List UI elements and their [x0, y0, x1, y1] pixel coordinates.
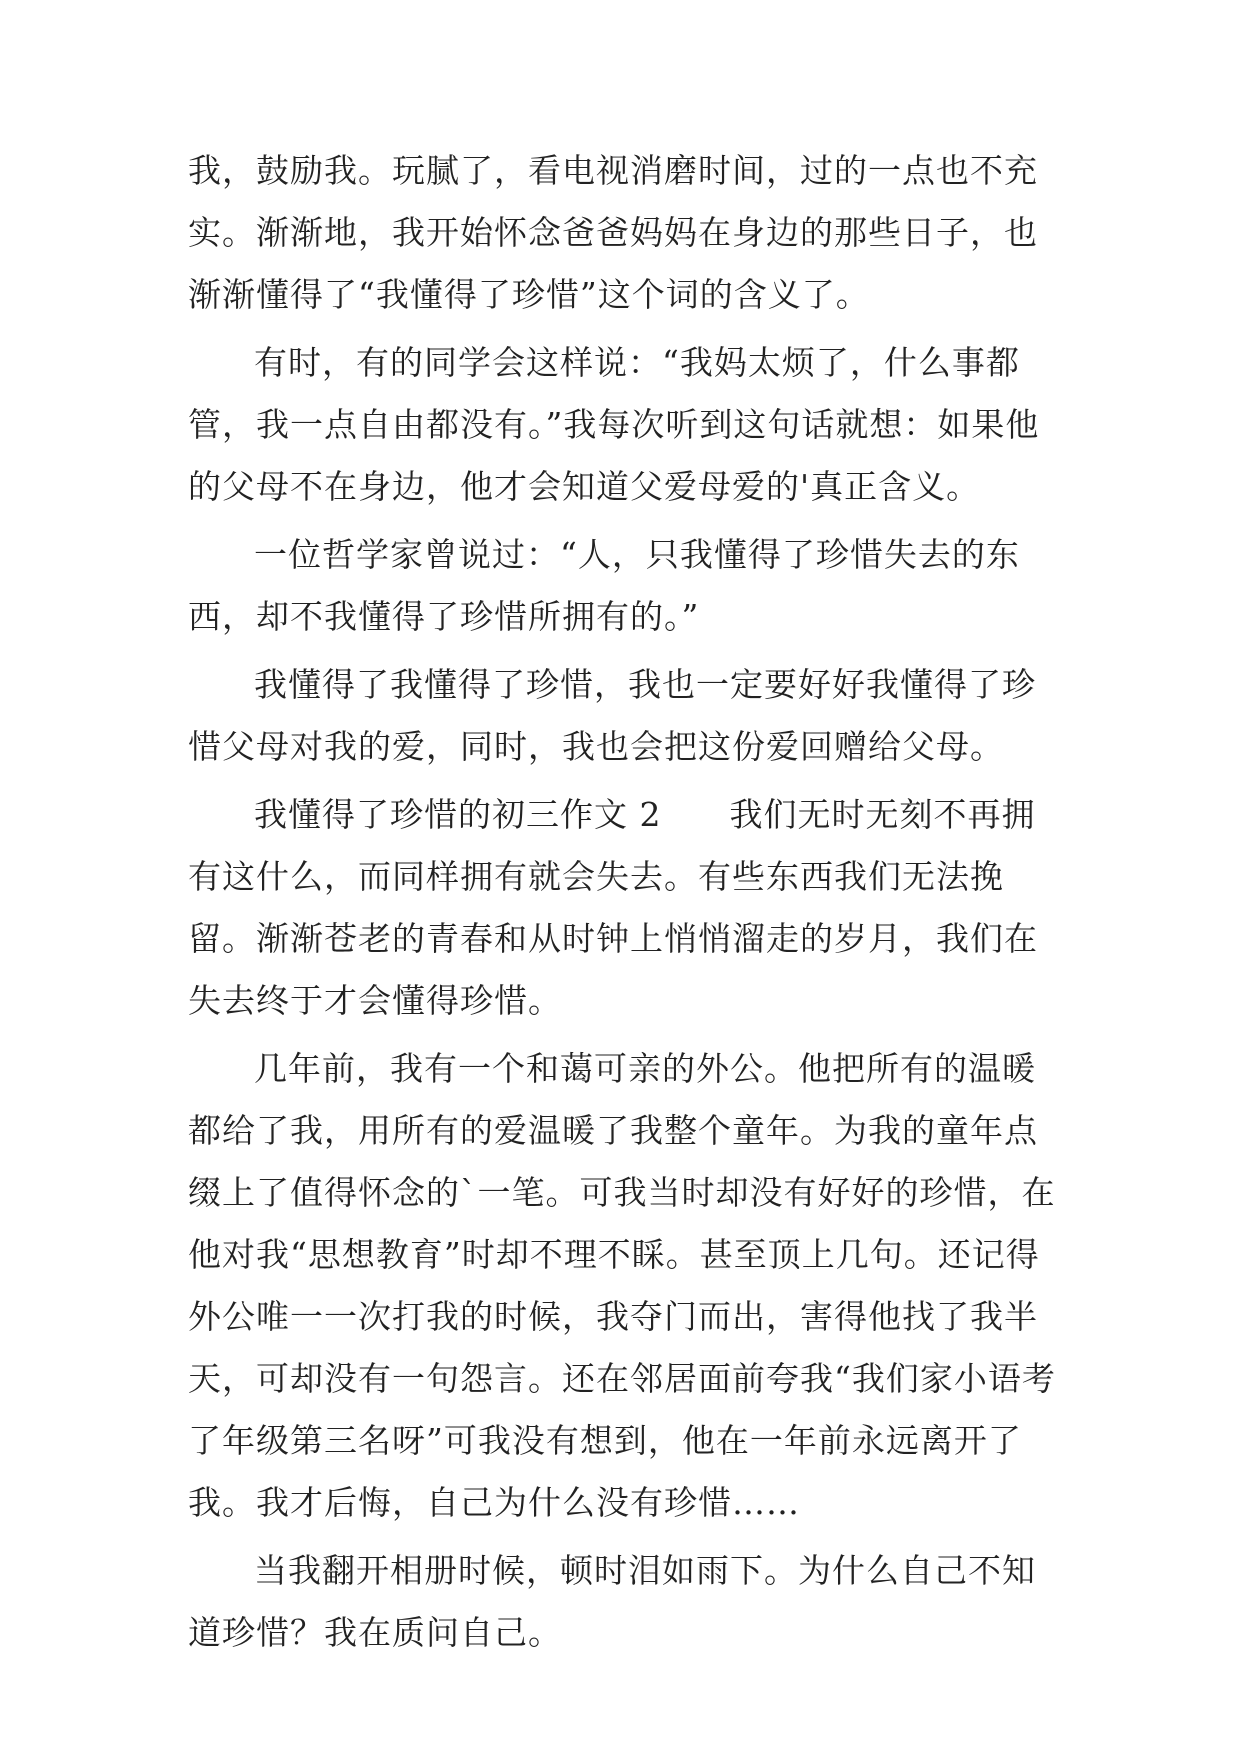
paragraph-4: 我懂得了我懂得了珍惜，我也一定要好好我懂得了珍惜父母对我的爱，同时，我也会把这份爱回赠给父母。: [188, 665, 1036, 766]
paragraph-2: 有时，有的同学会这样说：“我妈太烦了，什么事都管，我一点自由都没有。”我每次听到这句话就想：如果他的父母不在身边，他才会知道父爱母爱的'真正含义。: [188, 343, 1040, 506]
essay-body: [188, 140, 1058, 1670]
paragraph-3: 一位哲学家曾说过：“人，只我懂得了珍惜失去的东西，却不我懂得了珍惜所拥有的。”: [188, 535, 1020, 636]
paragraph-7: 当我翻开相册时候，顿时泪如雨下。为什么自己不知道珍惜？我在质问自己。: [188, 1551, 1036, 1652]
paragraph-5: 我懂得了珍惜的初三作文 2 我们无时无刻不再拥有这什么，而同样拥有就会失去。有些东西我们无法挽留。渐渐苍老的青春和从时钟上悄悄溜走的岁月，我们在失去终于才会懂得珍惜。: [188, 795, 1038, 1020]
paragraph-6: 几年前，我有一个和蔼可亲的外公。他把所有的温暖都给了我，用所有的爱温暖了我整个童年。为我的童年点缀上了值得怀念的`一笔。可我当时却没有好好的珍惜，在他对我“思想教育”时却不理不睬。甚至顶上几句。还记得外公唯一一次打我的时候，我夺门而出，害得他找了我半天，可却没有一句怨言。还在邻居面前夸我“我们家小语考了年级第三名呀”可我没有想到，他在一年前永远离开了我。我才后悔，自己为什么没有珍惜……: [188, 1049, 1056, 1522]
paragraph-1: 我，鼓励我。玩腻了，看电视消磨时间，过的一点也不充实。渐渐地，我开始怀念爸爸妈妈在身边的那些日子，也渐渐懂得了“我懂得了珍惜”这个词的含义了。: [188, 151, 1038, 314]
